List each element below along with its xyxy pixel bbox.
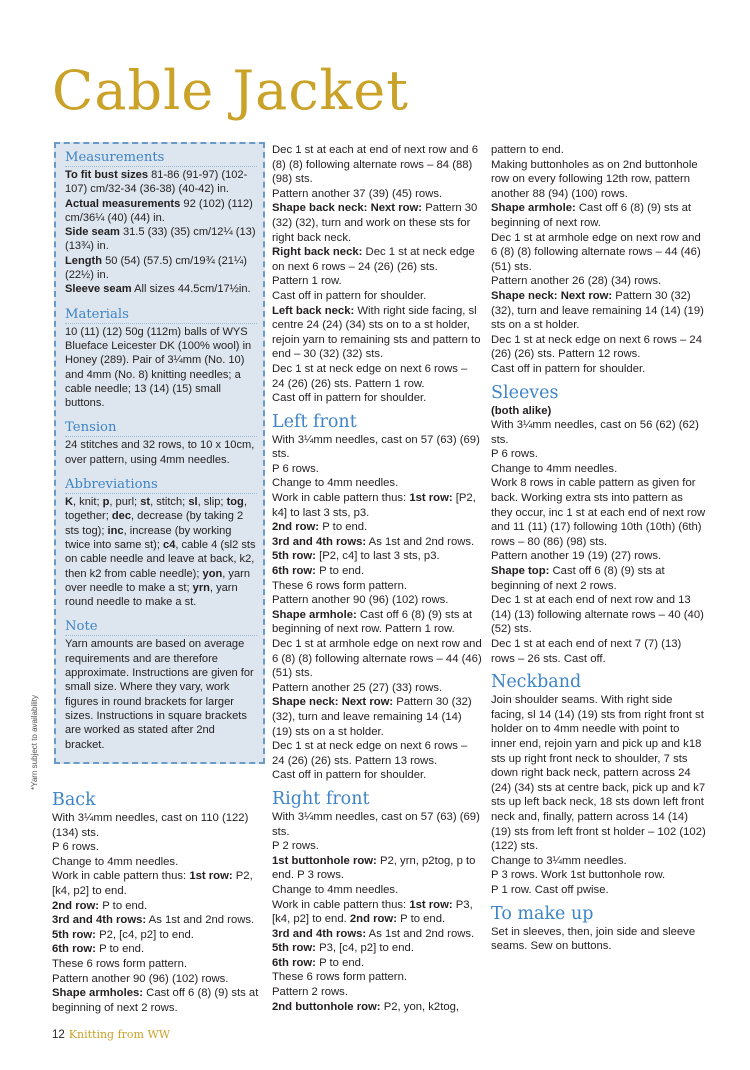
right-front-line: P 2 rows.: [272, 840, 319, 853]
back-line: Shape armholes: Cast off 6 (8) (9) sts at beginning of next 2 rows.: [52, 987, 259, 1014]
note-text: Yarn amounts are based on average requirements and are therefore approximate. Instructions are given for small size. Where they vary, work figures in round brackets for larger sizes. Instructions in square brackets are worked as stated after 2nd bracket.: [65, 638, 254, 751]
materials-heading: Materials: [65, 307, 257, 324]
back-line: 3rd and 4th rows: As 1st and 2nd rows.: [52, 914, 255, 927]
neckband-line: Change to 3¼mm needles.: [491, 854, 627, 867]
back-line: Pattern 1 row.: [272, 275, 342, 288]
back-line: 5th row: P2, [c4, p2] to end.: [52, 928, 194, 941]
back-line: Dec 1 st at each at end of next row and 6 (8) (8) following alternate rows – 84 (88) (98) sts.: [272, 144, 478, 186]
back-line: Shape back neck: Next row: Pattern 30 (32) (32), turn and work on these sts for right back neck.: [272, 202, 478, 244]
back-line: 6th row: P to end.: [52, 943, 145, 956]
tension-text: 24 stitches and 32 rows, to 10 x 10cm, over pattern, using 4mm needles.: [65, 439, 255, 466]
sleeves-line: Work 8 rows in cable pattern as given for back. Working extra sts into pattern as they occur, inc 1 st at each end of next row and 11 (11) (17) following 10th (10th) (6th) rows – 80 (86) (98) sts.: [491, 477, 706, 548]
left-front-line: Dec 1 st at armhole edge on next row and 6 (8) (8) following alternate rows – 44 (46) (51) sts.: [272, 638, 482, 680]
neckband-line: P 1 row. Cast off pwise.: [491, 883, 609, 896]
length: Length 50 (54) (57.5) cm/19¾ (21¼) (22½) in.: [65, 254, 247, 282]
right-front-line: Shape armhole: Cast off 6 (8) (9) sts at beginning of next row.: [491, 202, 692, 229]
left-front-line: 6th row: P to end.: [272, 565, 365, 578]
info-sidebar: [54, 142, 265, 764]
right-front-line: Cast off in pattern for shoulder.: [491, 362, 646, 375]
left-front-line: 2nd row: P to end.: [272, 521, 368, 534]
back-heading: Back: [52, 790, 96, 810]
sleeves-subheading: (both alike): [491, 404, 552, 417]
sleeves-line: Shape top: Cast off 6 (8) (9) sts at beginning of next 2 rows.: [491, 565, 665, 592]
sleeve-seam: Sleeve seam All sizes 44.5cm/17½in.: [65, 283, 251, 296]
back-line: Dec 1 st at neck edge on next 6 rows – 24 (26) (26) sts. Pattern 1 row.: [272, 362, 468, 390]
right-front-line: These 6 rows form pattern.: [272, 971, 407, 984]
right-front-line: Change to 4mm needles.: [272, 883, 399, 896]
measurements-heading: Measurements: [65, 150, 257, 167]
sleeves-line: Dec 1 st at each end of next row and 13 (14) (13) following alternate rows – 40 (40) (52) sts.: [491, 594, 704, 636]
left-front-line: With 3¼mm needles, cast on 57 (63) (69) sts.: [272, 433, 480, 461]
back-line: Cast off in pattern for shoulder.: [272, 392, 427, 405]
tension-heading: Tension: [65, 420, 257, 437]
back-line: Left back neck: With right side facing, sl centre 24 (24) (34) sts on to a st holder, rejoin yarn to remaining sts and pattern to end – 30 (32) (32) sts.: [272, 304, 481, 361]
column-3: [491, 143, 707, 954]
back-line: These 6 rows form pattern.: [52, 957, 187, 970]
left-front-line: Dec 1 st at neck edge on next 6 rows – 24 (26) (26) sts. Pattern 13 rows.: [272, 740, 468, 767]
right-front-line: Dec 1 st at neck edge on next 6 rows – 24 (26) (26) sts. Pattern 12 rows.: [491, 333, 703, 361]
neckband-line: P 3 rows. Work 1st buttonhole row.: [491, 869, 666, 882]
sleeves-line: Change to 4mm needles.: [491, 462, 618, 475]
right-front-line: Dec 1 st at armhole edge on next row and 6 (8) (8) following alternate rows – 44 (46) (51) sts.: [491, 231, 701, 273]
left-front-line: Pattern another 25 (27) (33) rows.: [272, 681, 443, 694]
back-line: P 6 rows.: [52, 841, 99, 854]
sleeves-line: With 3¼mm needles, cast on 56 (62) (62) sts.: [491, 419, 699, 446]
materials-text: 10 (11) (12) 50g (112m) balls of WYS Blueface Leicester DK (100% wool) in Honey (289). Pair of 3¼mm (No. 10) and 4mm (No. 8) knitting needles; a cable needle; 13 (14) (15) small buttons.: [65, 325, 252, 410]
page-number: 12: [52, 1029, 65, 1041]
abbreviations-heading: Abbreviations: [65, 477, 257, 494]
right-front-line: Pattern 2 rows.: [272, 986, 348, 999]
sleeves-line: P 6 rows.: [491, 448, 538, 461]
sleeves-line: Pattern another 19 (19) (27) rows.: [491, 550, 662, 563]
back-line: Cast off in pattern for shoulder.: [272, 289, 427, 302]
left-front-line: 3rd and 4th rows: As 1st and 2nd rows.: [272, 535, 475, 548]
back-line: Pattern another 37 (39) (45) rows.: [272, 187, 443, 200]
right-front-heading: Right front: [272, 788, 370, 809]
right-front-line: Work in cable pattern thus: 1st row: P3, [k4, p2] to end. 2nd row: P to end.: [272, 898, 473, 926]
back-section: [52, 790, 260, 1015]
neckband-heading: Neckband: [491, 672, 582, 693]
right-front-line: Shape neck: Next row: Pattern 30 (32) (32), turn and leave remaining 14 (14) (19) sts on a st holder.: [491, 289, 704, 332]
left-front-line: Work in cable pattern thus: 1st row: [P2, k4] to last 3 sts, p3.: [272, 492, 476, 519]
side-seam: Side seam 31.5 (33) (35) cm/12¼ (13) (13¾) in.: [65, 226, 256, 253]
make-up-line: Set in sleeves, then, join side and sleeve seams. Sew on buttons.: [491, 925, 696, 953]
back-line: With 3¼mm needles, cast on 110 (122) (134) sts.: [52, 812, 249, 839]
page-title: Cable Jacket: [52, 59, 409, 122]
right-front-line: 5th row: P3, [c4, p2] to end.: [272, 942, 414, 955]
left-front-line: Cast off in pattern for shoulder.: [272, 769, 427, 782]
actual-measurements: Actual measurements 92 (102) (112) cm/36¼ (40) (44) in.: [65, 197, 253, 224]
note-heading: Note: [65, 619, 257, 636]
neckband-line: Join shoulder seams. With right side facing, sl 14 (14) (19) sts from right front st holder on to 4mm needle with point to inner end, rejoin yarn and pick up and k18 sts up right front neck to shoulder, 7 sts down right back neck, pattern across 24 (24) (34) sts at centre back, pick up and k7 sts up left back neck, 18 sts down left front neck and, finally, pattern across 14 (14) (19) sts from left front st holder – 102 (102) (122) sts.: [491, 694, 706, 853]
right-front-line: 6th row: P to end.: [272, 956, 365, 969]
right-front-line: 2nd buttonhole row: P2, yon, k2tog,: [272, 1000, 460, 1013]
left-front-line: Shape armhole: Cast off 6 (8) (9) sts at beginning of next row. Pattern 1 row.: [272, 608, 473, 636]
abbreviations-text: K, knit; p, purl; st, stitch; sl, slip; tog, together; dec, decrease (by taking 2 sts tog); inc, increase (by working twice into same st); c4, cable 4 (sl2 sts on cable needle and leave at back, k2, then k2 from cable needle); yon, yarn over needle to make a st; yrn, yarn round needle to make a st.: [65, 496, 256, 609]
back-line: Work in cable pattern thus: 1st row: P2, [k4, p2] to end.: [52, 870, 253, 897]
left-front-line: Change to 4mm needles.: [272, 477, 399, 490]
right-front-line: With 3¼mm needles, cast on 57 (63) (69) sts.: [272, 810, 480, 838]
back-line: 2nd row: P to end.: [52, 899, 148, 912]
left-front-heading: Left front: [272, 411, 357, 432]
left-front-line: Pattern another 90 (96) (102) rows.: [272, 594, 449, 607]
make-up-heading: To make up: [491, 903, 594, 924]
column-2: [272, 143, 482, 1014]
right-front-line: Making buttonholes as on 2nd buttonhole row on every following 12th row, pattern another 88 (94) (100) rows.: [491, 158, 698, 200]
left-front-line: Shape neck: Next row: Pattern 30 (32) (32), turn and leave remaining 14 (14) (19) sts on a st holder.: [272, 696, 472, 738]
yarn-availability-note: *Yarn subject to availability: [30, 694, 39, 790]
bust-sizes: To fit bust sizes 81-86 (91-97) (102-107) cm/32-34 (36-38) (40-42) in.: [65, 169, 248, 196]
back-line: Pattern another 90 (96) (102) rows.: [52, 972, 229, 985]
right-front-line: pattern to end.: [491, 144, 564, 156]
right-front-line: Pattern another 26 (28) (34) rows.: [491, 275, 662, 288]
left-front-line: 5th row: [P2, c4] to last 3 sts, p3.: [272, 550, 440, 563]
publication-name: Knitting from WW: [68, 1028, 171, 1041]
back-line: Right back neck: Dec 1 st at neck edge on next 6 rows – 24 (26) (26) sts.: [272, 246, 475, 273]
right-front-line: 1st buttonhole row: P2, yrn, p2tog, p to end. P 3 rows.: [272, 854, 476, 882]
right-front-line: 3rd and 4th rows: As 1st and 2nd rows.: [272, 927, 475, 940]
back-line: Change to 4mm needles.: [52, 855, 179, 868]
left-front-line: These 6 rows form pattern.: [272, 579, 407, 592]
page-footer: [52, 1028, 170, 1041]
left-front-line: P 6 rows.: [272, 462, 319, 475]
sleeves-heading: Sleeves: [491, 382, 559, 403]
sleeves-line: Dec 1 st at each end of next 7 (7) (13) rows – 26 sts. Cast off.: [491, 638, 682, 665]
